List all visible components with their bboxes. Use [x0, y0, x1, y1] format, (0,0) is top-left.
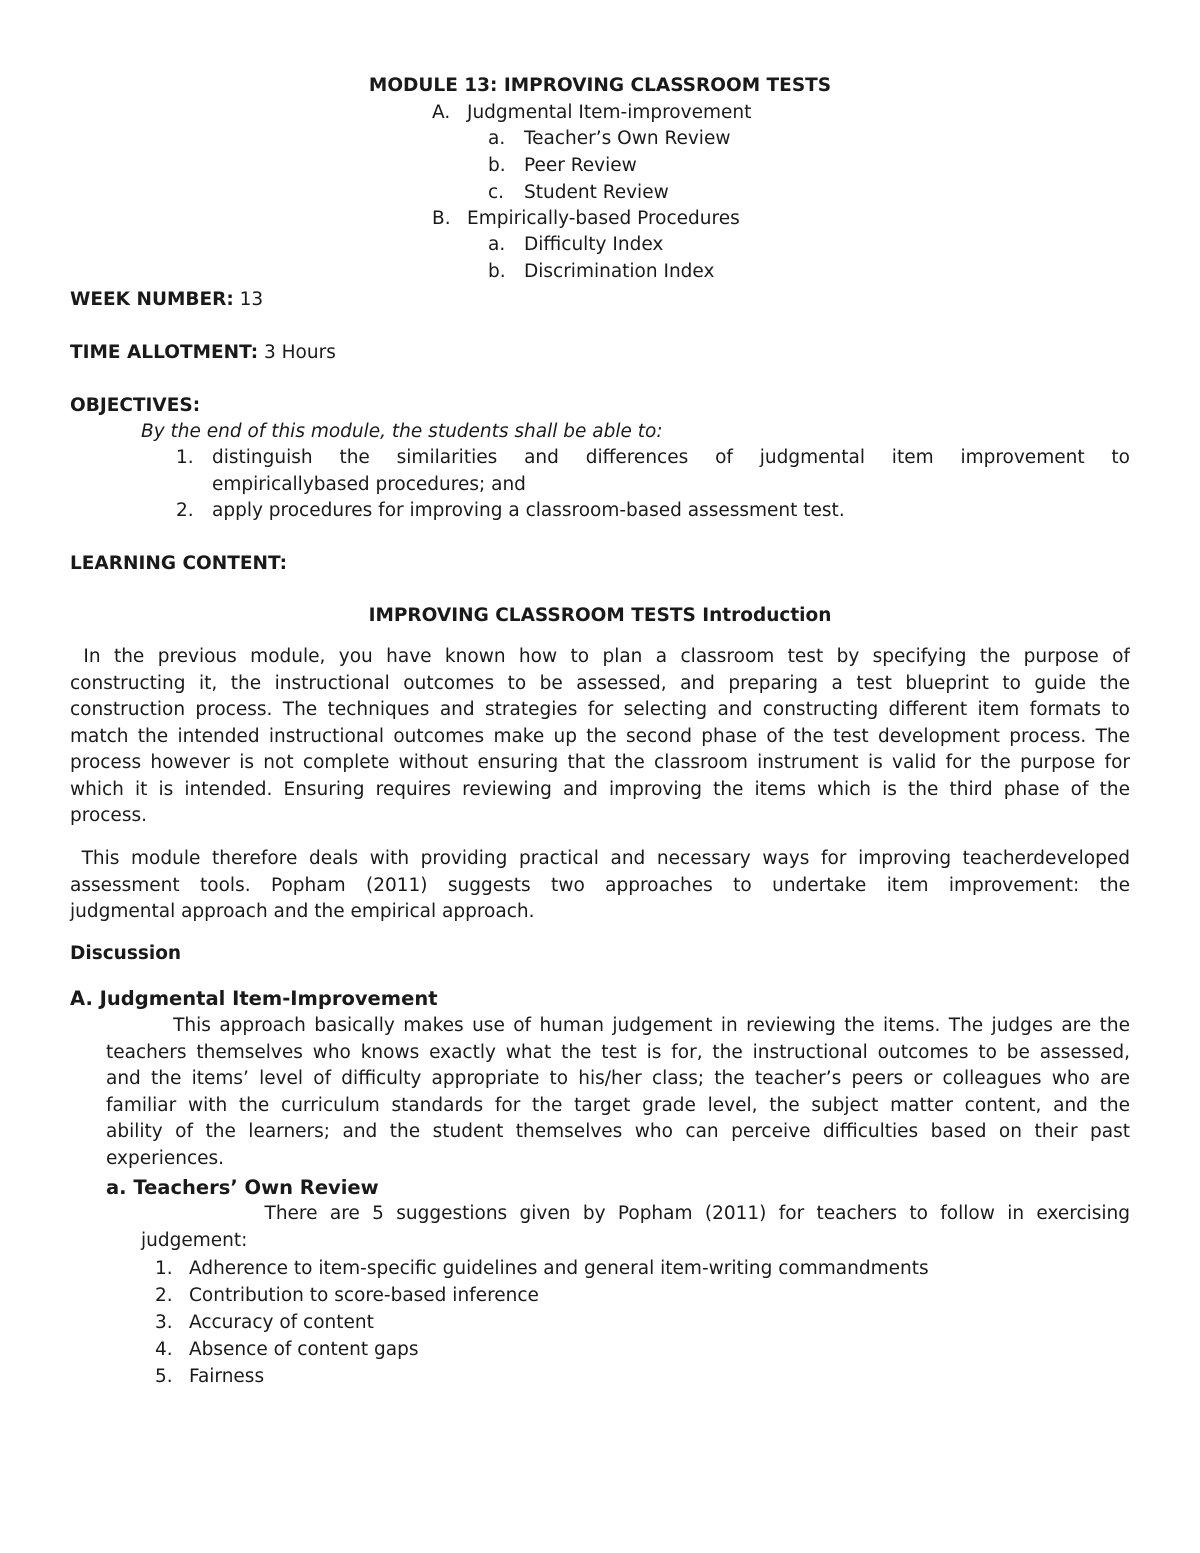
outline-b-item-marker: b. [488, 261, 506, 282]
outline-a-item-label: Student Review [524, 182, 669, 203]
paragraph-line: In the previous module, you have known how to plan a classroom test by specifying the purpose of [70, 646, 1130, 667]
objectives-heading: OBJECTIVES: [70, 395, 201, 416]
outline-a-label: Judgmental Item-improvement [467, 102, 752, 123]
week-number [70, 287, 263, 314]
objective-line: distinguish the similarities and differences of judgmental item improvement to [212, 447, 1130, 468]
outline-a-item-label: Peer Review [524, 155, 637, 176]
suggestion-marker: 5. [155, 1366, 173, 1387]
objective-item [212, 445, 1130, 498]
suggestion-item: Contribution to score-based inference [189, 1285, 539, 1306]
time-allotment-value: 3 Hours [258, 342, 336, 363]
suggestion-marker: 3. [155, 1312, 173, 1333]
objectives-intro: By the end of this module, the students shall be able to: [141, 421, 663, 442]
paragraph-line: assessment tools. Popham (2011) suggests two approaches to undertake item improvement: the [70, 874, 1130, 896]
outline-b-item-marker: a. [488, 234, 506, 255]
outline-a-item-marker: b. [488, 155, 506, 176]
suggestion-item: Adherence to item-specific guidelines and general item-writing commandments [189, 1258, 929, 1279]
judgmental-heading: A. Judgmental Item-Improvement [70, 987, 438, 1010]
outline-b-label: Empirically-based Procedures [467, 208, 740, 229]
outline-b-item-label: Difficulty Index [524, 234, 664, 255]
suggestion-marker: 4. [155, 1339, 173, 1360]
intro-paragraph [70, 846, 1130, 926]
paragraph-line: This module therefore deals with providing practical and necessary ways for improving teacherdeveloped [70, 848, 1130, 869]
suggestion-item: Absence of content gaps [189, 1339, 419, 1360]
objective-marker: 1. [176, 447, 194, 468]
paragraph-line: construction process. The techniques and strategies for selecting and constructing different item formats to [70, 699, 1130, 720]
paragraph-line: constructing it, the instructional outcomes to be assessed, and preparing a test blueprint to guide the [70, 672, 1130, 694]
outline-a-marker: A. [432, 102, 451, 123]
objective-marker: 2. [176, 500, 194, 521]
paragraph-line: teachers themselves who knows exactly what the test is for, the instructional outcomes to be assessed, [106, 1041, 1130, 1063]
paragraph-line: There are 5 suggestions given by Popham (2011) for teachers to follow in exercising [141, 1203, 1130, 1224]
time-allotment-label: TIME ALLOTMENT: [70, 342, 259, 363]
suggestion-item: Fairness [189, 1366, 265, 1387]
paragraph-line: process. [70, 805, 147, 826]
module-title: MODULE 13: IMPROVING CLASSROOM TESTS [368, 75, 832, 96]
objective-line: empiricallybased procedures; and [212, 473, 526, 495]
learning-content-heading: LEARNING CONTENT: [70, 553, 287, 574]
outline-a-item-label: Teacher’s Own Review [524, 128, 731, 149]
time-allotment [70, 340, 336, 367]
week-number-value: 13 [233, 289, 264, 310]
teachers-review-heading: a. Teachers’ Own Review [106, 1176, 379, 1199]
section-title: IMPROVING CLASSROOM TESTS Introduction [368, 605, 832, 626]
objective-item: apply procedures for improving a classroom-based assessment test. [212, 500, 845, 521]
paragraph-line: and the items’ level of difficulty appropriate to his/her class; the teacher’s peers or colleagues who are [106, 1068, 1130, 1089]
teachers-review-paragraph [141, 1201, 1130, 1254]
discussion-heading: Discussion [70, 943, 182, 964]
paragraph-line: which it is intended. Ensuring requires reviewing and improving the items which is the third phase of the [70, 778, 1130, 800]
paragraph-line: familiar with the curriculum standards for the target grade level, the subject matter content, and the [106, 1094, 1130, 1116]
judgmental-paragraph [106, 1013, 1130, 1172]
outline-a-item-marker: c. [488, 182, 505, 203]
week-number-label: WEEK NUMBER: [70, 289, 234, 310]
suggestion-marker: 2. [155, 1285, 173, 1306]
paragraph-line: match the intended instructional outcomes make up the second phase of the test development process. The [70, 725, 1130, 747]
paragraph-line: judgement: [141, 1229, 248, 1251]
paragraph-line: judgmental approach and the empirical approach. [70, 901, 535, 922]
outline-a-item-marker: a. [488, 128, 506, 149]
outline-b-marker: B. [432, 208, 451, 229]
suggestion-marker: 1. [155, 1258, 173, 1279]
paragraph-line: experiences. [106, 1147, 225, 1169]
paragraph-line: This approach basically makes use of human judgement in reviewing the items. The judges are the [106, 1015, 1130, 1036]
outline-b-item-label: Discrimination Index [524, 261, 715, 282]
suggestion-item: Accuracy of content [189, 1312, 374, 1333]
intro-paragraph [70, 644, 1130, 830]
paragraph-line: process however is not complete without ensuring that the classroom instrument is valid for the purpose for [70, 752, 1130, 773]
paragraph-line: ability of the learners; and the student themselves who can perceive difficulties based on their past [106, 1121, 1130, 1142]
